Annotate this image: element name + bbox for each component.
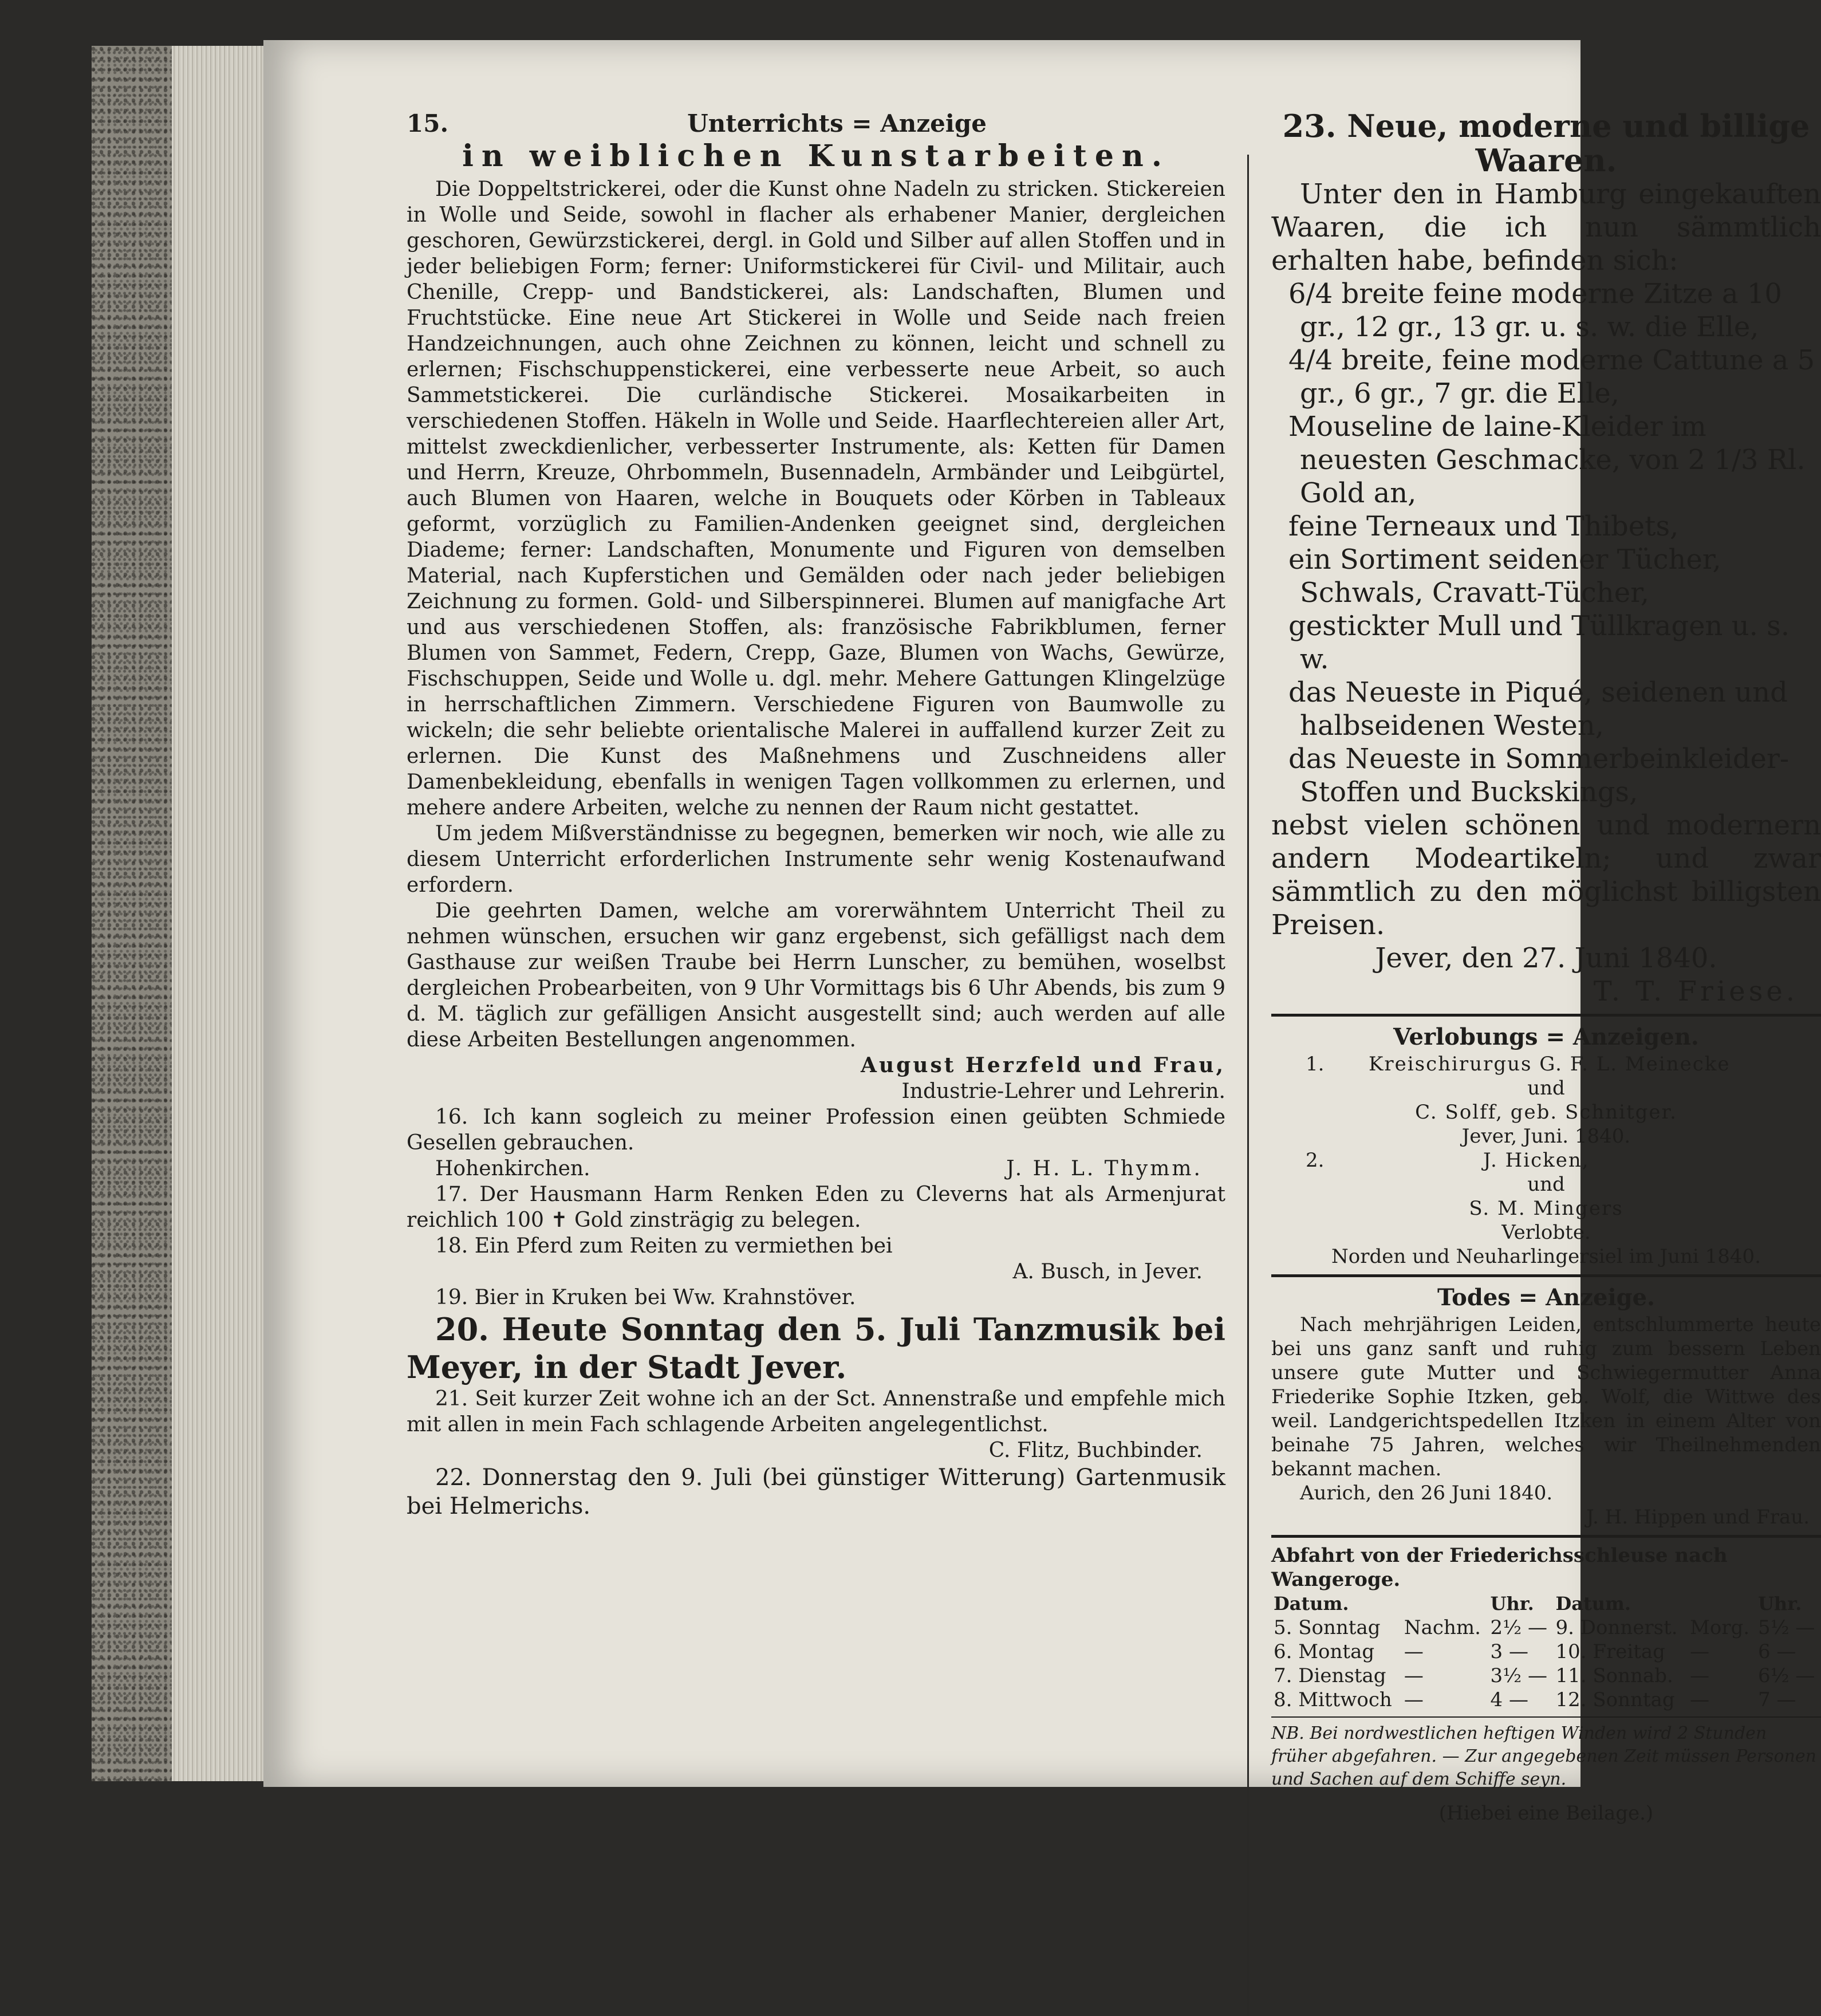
table-row [1271,1664,1821,1688]
engagement-2-person-a: J. Hicken, [1483,1149,1590,1172]
list-item: 6/4 breite feine moderne Zitze a 10 gr., 12 gr., 13 gr. u. s. w. die Elle, [1288,278,1782,343]
table-row [1271,1688,1821,1712]
table-header-row [1271,1592,1821,1616]
table-cell: 10. Freitag [1555,1640,1665,1663]
notice-16-footer [407,1156,1225,1182]
notice-19: 19. Bier in Kruken bei Ww. Krahnstöver. [435,1286,856,1309]
list-item: nebst vielen schönen und modernern andern Modeartikeln; und zwar sämmtlich zu den möglichst billigsten Preisen. [1271,809,1821,941]
table-cell: — [1690,1688,1710,1711]
notice-16-signature: J. H. L. Thymm. [1006,1157,1203,1180]
engagement-2-place: Norden und Neuharlingersiel im Juni 1840. [1331,1245,1761,1268]
right-column [1271,109,1821,1825]
section-rule [1271,1014,1821,1017]
engagement-2-und: und [1527,1173,1565,1196]
engagement-1-date: Jever, Juni. 1840. [1461,1125,1631,1148]
table-row [1271,1640,1821,1664]
table-cell: 8. Mittwoch [1274,1688,1392,1711]
notice-18: 18. Ein Pferd zum Reiten zu vermiethen bei [435,1234,893,1258]
notice-15-signature: August Herzfeld und Frau, [861,1053,1225,1077]
table-cell: — [1404,1664,1424,1687]
table-cell: 11. Sonnab. [1555,1664,1673,1687]
page-stack-edge [172,46,269,1781]
notice-23-item-list [1271,277,1821,942]
notice-15-title: Unterrichts = Anzeige [687,109,987,137]
engagement-1-und: und [1527,1077,1565,1100]
ferry-schedule-table [1271,1592,1821,1712]
list-item: 4/4 breite, feine moderne Cattune a 5 gr., 6 gr., 7 gr. die Elle, [1288,344,1815,410]
engagement-2-status: Verlobte. [1501,1221,1591,1244]
list-item: ein Sortiment seidener Tücher, Schwals, Cravatt-Tücher, [1288,544,1721,609]
table-cell: 3½ — [1490,1664,1547,1687]
table-cell: 5½ — [1758,1616,1815,1639]
table-cell: 6½ — [1758,1664,1815,1687]
notice-23-title: 23. Neue, moderne und billige Waaren. [1282,108,1810,179]
table-cell: 2½ — [1490,1616,1547,1639]
list-item: das Neueste in Piqué, seidenen und halbseidenen Westen, [1288,676,1788,742]
newspaper-page [263,40,1821,1825]
notice-21-signature: C. Flitz, Buchbinder. [988,1439,1203,1462]
list-item: gestickter Mull und Tüllkragen u. s. w. [1288,610,1790,675]
notice-17: 17. Der Hausmann Harm Renken Eden zu Cleverns hat als Armenjurat reichlich 100 ✝ Gold zinsträgig zu belegen. [407,1183,1225,1232]
list-item: feine Terneaux und Thibets, [1288,510,1679,542]
table-cell: Morg. [1690,1616,1750,1639]
section-rule [1271,1716,1821,1718]
notice-23-date: Jever, den 27. Juni 1840. [1375,942,1717,974]
death-notice-signature: J. H. Hippen und Frau. [1586,1506,1810,1529]
table-cell: 9. Donnerst. [1555,1616,1678,1639]
column-header: Uhr. [1758,1593,1802,1615]
book-spine-edge [92,46,178,1781]
notice-20: 20. Heute Sonntag den 5. Juli Tanzmusik bei Meyer, in der Stadt Jever. [407,1311,1225,1385]
notice-15-subtitle: in weiblichen Kunstarbeiten. [462,139,1170,174]
notice-16-place: Hohenkirchen. [435,1157,590,1180]
notice-16: 16. Ich kann sogleich zu meiner Profession einen geübten Schmiede Gesellen gebrauchen. [407,1105,1225,1155]
section-rule [1271,1274,1821,1277]
death-notice-title: Todes = Anzeige. [1437,1284,1655,1311]
table-cell: 3 — [1490,1640,1528,1663]
engagement-1 [1271,1052,1821,1148]
table-row [1271,1616,1821,1640]
table-cell: 4 — [1490,1688,1528,1711]
table-cell: — [1404,1640,1424,1663]
notice-23-intro: Unter den in Hamburg eingekauften Waaren, die ich nun sämmtlich erhalten habe, befinden sich: [1271,178,1821,277]
death-notice-body: Nach mehrjährigen Leiden, entschlummerte heute bei uns ganz sanft und ruhig zum bessern Leben unsere gute Mutter und Schwiegermutter Anna Friederike Sophie Itzken, geb. Wolf, die Wittwe des weil. Landgerichtspedellen Itzken in einem Alter von beinahe 75 Jahren, welches wir Theilnehmenden bekannt machen. [1271,1313,1821,1480]
notice-22: 22. Donnerstag den 9. Juli (bei günstiger Witterung) Gartenmusik bei Helmerichs. [407,1464,1225,1519]
schedule-note: NB. Bei nordwestlichen heftigen Winden wird 2 Stunden früher abgefahren. — Zur angegebenen Zeit müssen Personen und Sachen auf dem Schiffe seyn. [1271,1723,1816,1789]
engagement-2 [1271,1148,1821,1269]
notice-15-body-2: Um jedem Mißverständnisse zu begegnen, bemerken wir noch, wie alle zu diesem Unterricht erforderlichen Instrumente sehr wenig Kostenaufwand erfordern. [407,822,1225,897]
column-header: Datum. [1274,1593,1349,1615]
table-cell: — [1690,1664,1710,1687]
engagement-2-person-b: S. M. Mingers [1469,1197,1623,1220]
section-rule [1271,1535,1821,1538]
notice-21: 21. Seit kurzer Zeit wohne ich an der Sct. Annenstraße und empfehle mich mit allen in mein Fach schlagende Arbeiten angelegentlichst. [407,1387,1225,1436]
supplement-note: (Hiebei eine Beilage.) [1438,1802,1654,1825]
schedule-title: Abfahrt von der Friederichsschleuse nach Wangeroge. [1271,1544,1728,1591]
table-cell: 7 — [1758,1688,1796,1711]
table-cell: 5. Sonntag [1274,1616,1381,1639]
notice-15-signature-2: Industrie-Lehrer und Lehrerin. [901,1080,1225,1103]
notice-15-header [407,109,1225,139]
engagement-1-number: 1. [1306,1053,1325,1076]
death-notice-date: Aurich, den 26 Juni 1840. [1300,1482,1553,1505]
table-cell: 6. Montag [1274,1640,1375,1663]
table-cell: — [1690,1640,1710,1663]
engagement-title: Verlobungs = Anzeigen. [1393,1023,1699,1050]
engagement-1-person-a: Kreischirurgus G. F. L. Meinecke [1369,1053,1731,1076]
table-cell: 12. Sonntag [1555,1688,1675,1711]
notice-15-body: Die Doppeltstrickerei, oder die Kunst ohne Nadeln zu stricken. Stickereien in Wolle und Seide, sowohl in flacher als erhabener Manier, dergleichen geschoren, Gewürzstickerei, dergl. in Gold und Silber auf allen Stoffen und in jeder beliebigen Form; ferner: Uniformstickerei für Civil- und Militair, auch Chenille, Crepp- und Bandstickerei, als: Landschaften, Blumen und Fruchtstücke. Eine neue Art Stickerei in Wolle und Seide nach freien Handzeichnungen, auch ohne Zeichnen zu können, leicht und schnell zu erlernen; Fischschuppenstickerei, eine verbesserte neue Arbeit, so auch Sammetstickerei. Die curländische Stickerei. Mosaikarbeiten in verschiedenen Stoffen. Häkeln in Wolle und Seide. Haarflechtereien aller Art, mittelst zweckdienlicher, verbesserter Instrumente, als: Ketten für Damen und Herrn, Kreuze, Ohrbommeln, Busennadeln, Armbänder und Leibgürtel, auch Blumen von Haaren, welche in Bouquets oder Körben in Tableaux geformt, vorzüglich zu Familien-Andenken geeignet sind, dergleichen Diademe; ferner: Landschaften, Monumente und Figuren von demselben Material, nach Kupferstichen und Gemälden oder nach jeder beliebigen Zeichnung zu formen. Gold- und Silberspinnerei. Blumen auf manigfache Art und aus verschiedenen Stoffen, als: französische Fabrikblumen, ferner Blumen von Sammet, Federn, Crepp, Gaze, Blumen von Wachs, Gewürze, Fischschuppen, Seide und Wolle u. dgl. mehr. Mehere Gattungen Klingelzüge in herrschaftlichen Zimmern. Verschiedene Figuren von Baumwolle zu wickeln; die sehr beliebte orientalische Malerei in auffallend kurzer Zeit zu erlernen. Die Kunst des Maßnehmens und Zuschneidens aller Damenbekleidung, ebenfalls in wenigen Tagen vollkommen zu erlernen, und mehere andere Arbeiten, welche zu nennen der Raum nicht gestattet. [407,178,1225,820]
notice-23-signature: T. T. Friese. [1593,975,1798,1007]
list-item: Mouseline de laine-Kleider im neuesten Geschmacke, von 2 1/3 Rl. Gold an, [1288,411,1806,509]
notice-18-signature: A. Busch, in Jever. [1012,1260,1203,1283]
notice-15-number: 15. [407,109,449,137]
engagement-1-person-b: C. Solff, geb. Schnitger. [1415,1101,1677,1124]
column-header: Uhr. [1490,1593,1534,1615]
table-cell: Nachm. [1404,1616,1481,1639]
left-column [407,109,1225,1521]
table-cell: — [1404,1688,1424,1711]
column-header: Datum. [1555,1593,1631,1615]
notice-15-body-3: Die geehrten Damen, welche am vorerwähntem Unterricht Theil zu nehmen wünschen, ersuchen wir ganz ergebenst, sich gefälligst nach dem Gasthause zur weißen Traube bei Herrn Lunscher, zu bemühen, woselbst dergleichen Probearbeiten, von 9 Uhr Vormittags bis 6 Uhr Abends, bis zum 9 d. M. täglich zur gefälligen Ansicht ausgestellt sind; auch werden auf alle diese Arbeiten Bestellungen angenommen. [407,899,1225,1052]
table-cell: 6 — [1758,1640,1796,1663]
list-item: das Neueste in Sommerbeinkleider-Stoffen und Buckskings, [1288,743,1790,808]
engagement-2-number: 2. [1306,1149,1325,1172]
table-cell: 7. Dienstag [1274,1664,1386,1687]
column-divider [1247,155,1249,2016]
